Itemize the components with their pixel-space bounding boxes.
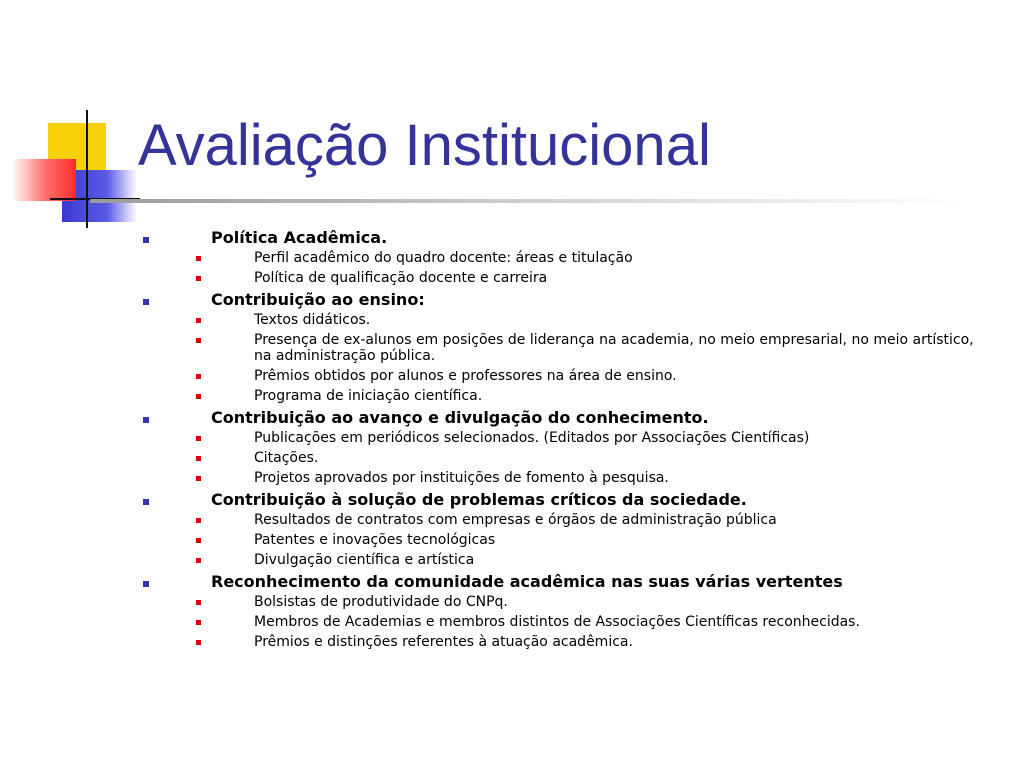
section-item [140, 572, 980, 592]
list-item-text: Perfil acadêmico do quadro docente: áreas e titulação [254, 250, 633, 266]
list-item-text: Divulgação científica e artística [254, 552, 475, 568]
slide-content [140, 226, 980, 654]
list-item [140, 594, 980, 610]
list-item [140, 552, 980, 568]
subitem-group [140, 512, 980, 568]
section-heading: Contribuição à solução de problemas críticos da sociedade. [211, 490, 747, 509]
square-bullet-icon [143, 499, 149, 505]
square-bullet-icon [143, 417, 149, 423]
section-heading: Reconhecimento da comunidade acadêmica nas suas várias vertentes [211, 572, 843, 591]
list-item-text: Prêmios obtidos por alunos e professores na área de ensino. [254, 368, 677, 384]
section-heading: Contribuição ao ensino: [211, 290, 425, 309]
square-bullet-icon [143, 237, 149, 243]
bullet-list [140, 228, 980, 650]
list-item-text: Membros de Academias e membros distintos de Associações Científicas reconhecidas. [254, 614, 860, 630]
list-item [140, 250, 980, 266]
list-item-text: Citações. [254, 450, 319, 466]
list-item [140, 512, 980, 528]
small-square-bullet-icon [196, 394, 201, 399]
list-item [140, 368, 980, 384]
list-item [140, 270, 980, 286]
title-divider [90, 199, 970, 203]
list-item [140, 532, 980, 548]
list-item-text: Prêmios e distinções referentes à atuação acadêmica. [254, 634, 633, 650]
section-heading: Política Acadêmica. [211, 228, 388, 247]
sub-bullet-list [140, 312, 980, 404]
subitem-group [140, 430, 980, 486]
slide-title: Avaliação Institucional [138, 113, 711, 178]
small-square-bullet-icon [196, 620, 201, 625]
small-square-bullet-icon [196, 436, 201, 441]
list-item [140, 312, 980, 328]
small-square-bullet-icon [196, 276, 201, 281]
subitem-group [140, 312, 980, 404]
small-square-bullet-icon [196, 640, 201, 645]
subitem-group [140, 250, 980, 286]
small-square-bullet-icon [196, 538, 201, 543]
logo-vertical-line [86, 110, 88, 228]
list-item-text: Publicações em periódicos selecionados. (Editados por Associações Científicas) [254, 430, 810, 446]
small-square-bullet-icon [196, 518, 201, 523]
list-item [140, 388, 980, 404]
logo-red-square [14, 159, 76, 201]
list-item-text: Programa de iniciação científica. [254, 388, 483, 404]
list-item-text: Projetos aprovados por instituições de fomento à pesquisa. [254, 470, 669, 486]
small-square-bullet-icon [196, 256, 201, 261]
list-item-text: Bolsistas de produtividade do CNPq. [254, 594, 508, 610]
small-square-bullet-icon [196, 318, 201, 323]
small-square-bullet-icon [196, 374, 201, 379]
sub-bullet-list [140, 250, 980, 286]
list-item-text: Textos didáticos. [254, 312, 371, 328]
list-item [140, 430, 980, 446]
small-square-bullet-icon [196, 456, 201, 461]
list-item [140, 450, 980, 466]
section-item [140, 408, 980, 428]
list-item-text: Resultados de contratos com empresas e órgãos de administração pública [254, 512, 777, 528]
sub-bullet-list [140, 594, 980, 650]
list-item-text: Patentes e inovações tecnológicas [254, 532, 496, 548]
subitem-group [140, 594, 980, 650]
square-bullet-icon [143, 581, 149, 587]
list-item [140, 614, 980, 630]
small-square-bullet-icon [196, 476, 201, 481]
sub-bullet-list [140, 430, 980, 486]
section-item [140, 290, 980, 310]
list-item-text: Presença de ex-alunos em posições de liderança na academia, no meio empresarial, no meio artístico, na administração pública. [254, 332, 974, 364]
section-item [140, 490, 980, 510]
section-heading: Contribuição ao avanço e divulgação do conhecimento. [211, 408, 709, 427]
square-bullet-icon [143, 299, 149, 305]
sub-bullet-list [140, 512, 980, 568]
list-item-text: Política de qualificação docente e carreira [254, 270, 548, 286]
small-square-bullet-icon [196, 338, 201, 343]
small-square-bullet-icon [196, 558, 201, 563]
small-square-bullet-icon [196, 600, 201, 605]
list-item [140, 470, 980, 486]
list-item [140, 332, 980, 364]
list-item [140, 634, 980, 650]
section-item [140, 228, 980, 248]
slide-logo-graphic [0, 0, 140, 240]
